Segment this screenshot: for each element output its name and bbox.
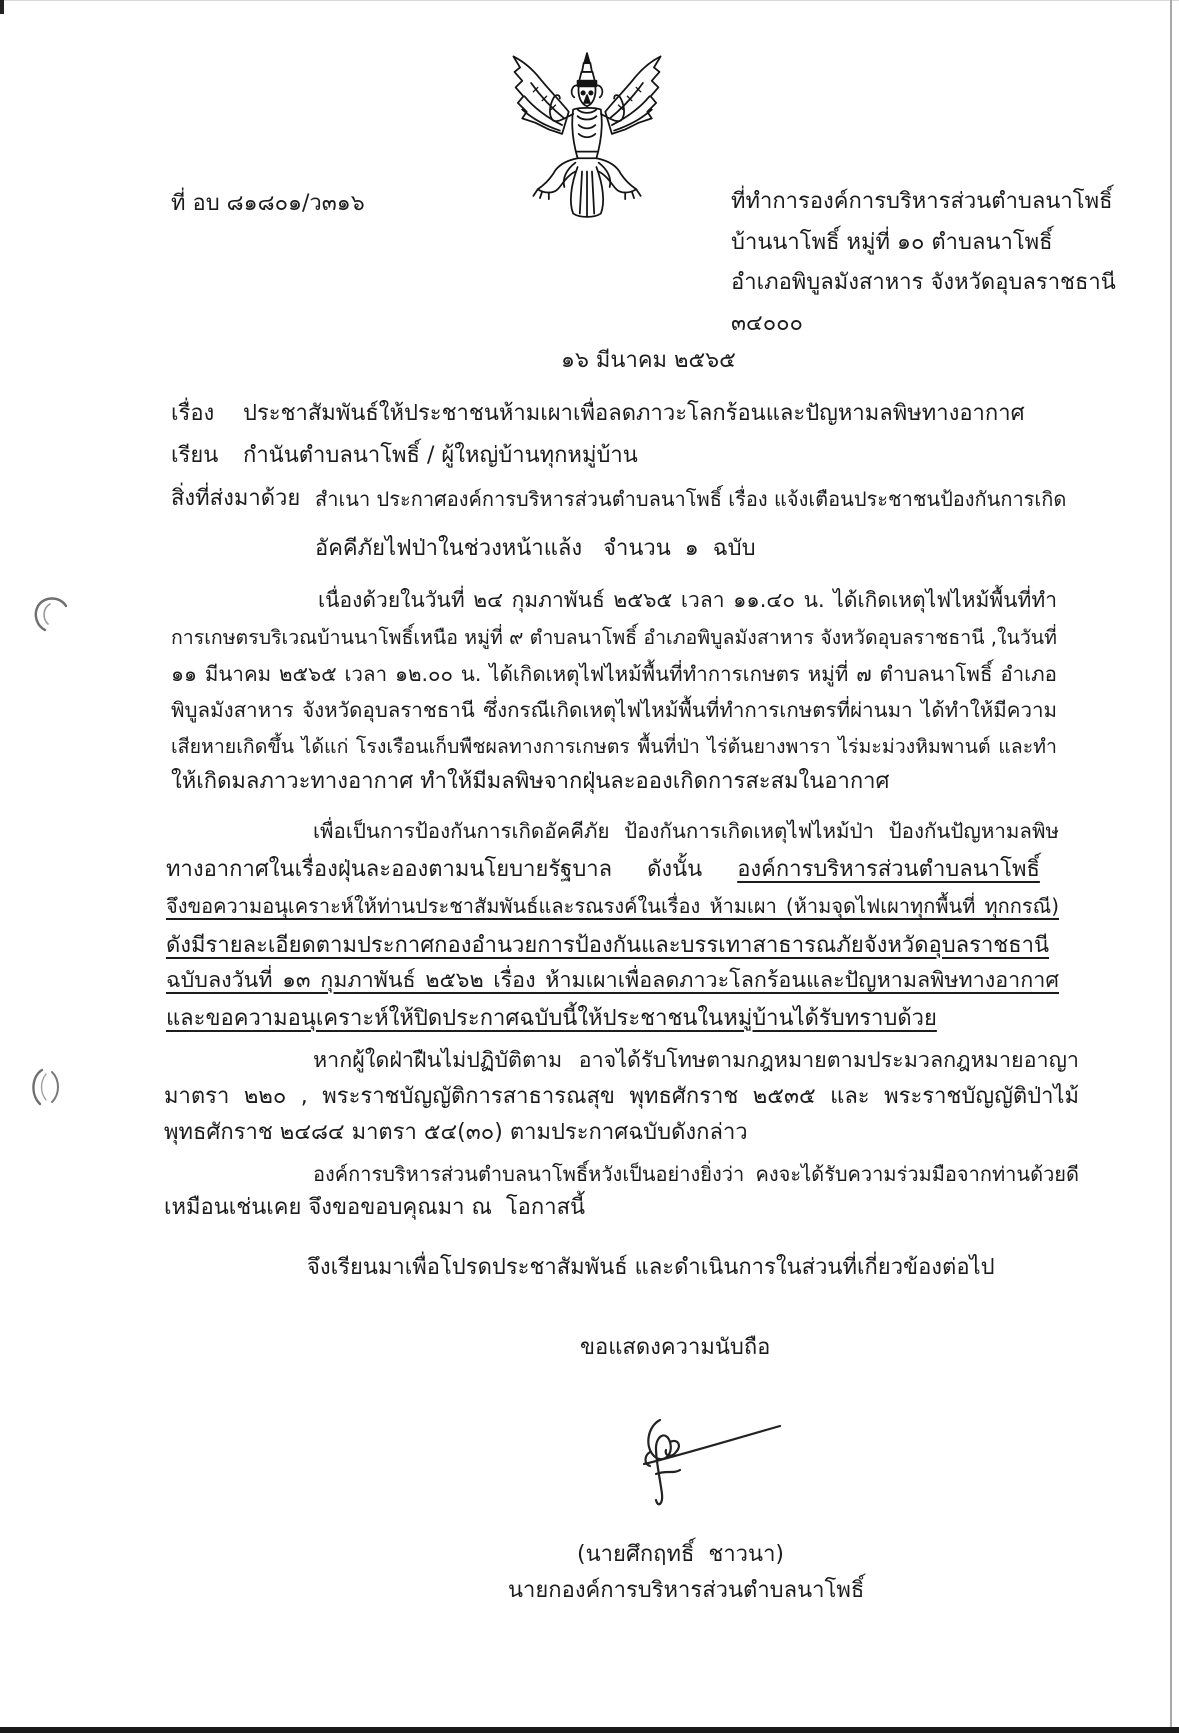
paragraph-3-line: หากผู้ใดฝ่าฝืนไม่ปฏิบัติตาม อาจได้รับโทษตามกฎหมายตามประมวลกฎหมายอาญา (313, 1048, 1079, 1073)
letter-date: ๑๖ มีนาคม ๒๕๖๕ (561, 348, 736, 373)
scan-edge-bottom (0, 1727, 1179, 1733)
subject-label: เรื่อง (171, 401, 215, 426)
paragraph-2-underlined-line: จึงขอความอนุเคราะห์ให้ท่านประชาสัมพันธ์และรณรงค์ในเรื่อง ห้ามเผา (ห้ามจุดไฟเผาทุกพื้นที่ ทุกกรณี) (166, 894, 1059, 918)
paragraph-2-underlined-text: องค์การบริหารส่วนตำบลนาโพธิ์ (737, 857, 1040, 882)
paragraph-2-underlined-line: และขอความอนุเคราะห์ให้ปิดประกาศฉบับนี้ให้ประชาชนในหมู่บ้านได้รับทราบด้วย (166, 1006, 937, 1031)
paragraph-1-line: พิบูลมังสาหาร จังหวัดอุบลราชธานี ซึ่งกรณีเกิดเหตุไฟไหม้พื้นที่ทำการเกษตรที่ผ่านมา ได้ทำให้มีความ (171, 698, 1057, 722)
punch-hole-mark (30, 592, 76, 638)
signer-name: (นายศึกฤทธิ์ ชาวนา) (577, 1542, 785, 1567)
complimentary-close: ขอแสดงความนับถือ (580, 1335, 771, 1360)
paragraph-1-line: การเกษตรบริเวณบ้านนาโพธิ์เหนือ หมู่ที่ ๙ ตำบลนาโพธิ์ อำเภอพิบูลมังสาหาร จังหวัดอุบลราชธานี ,ในวันที่ (171, 626, 1057, 649)
paragraph-1-line: เนื่องด้วยในวันที่ ๒๔ กุมภาพันธ์ ๒๕๖๕ เวลา ๑๑.๔๐ น. ได้เกิดเหตุไฟไหม้พื้นที่ทำ (318, 588, 1057, 612)
recipient-label: เรียน (171, 443, 219, 468)
office-postal-code: ๓๔๐๐๐ (731, 311, 803, 336)
paragraph-4-line: เหมือนเช่นเคย จึงขอขอบคุณมา ณ โอกาสนี้ (164, 1195, 586, 1220)
paragraph-2-line-text: ทางอากาศในเรื่องฝุ่นละอองตามนโยบายรัฐบาล ดังนั้น (166, 857, 738, 882)
garuda-emblem (511, 52, 663, 218)
punch-hole-mark (24, 1064, 70, 1110)
enclosure-label: สิ่งที่ส่งมาด้วย (171, 486, 301, 511)
scan-edge-top (0, 0, 1179, 1)
signer-title: นายกองค์การบริหารส่วนตำบลนาโพธิ์ (508, 1578, 865, 1603)
enclosure-line: สำเนา ประกาศองค์การบริหารส่วนตำบลนาโพธิ์ เรื่อง แจ้งเตือนประชาชนป้องกันการเกิด (315, 487, 1067, 511)
subject-text: ประชาสัมพันธ์ให้ประชาชนห้ามเผาเพื่อลดภาวะโลกร้อนและปัญหามลพิษทางอากาศ (243, 401, 1025, 426)
closing-request: จึงเรียนมาเพื่อโปรดประชาสัมพันธ์ และดำเนินการในส่วนที่เกี่ยวข้องต่อไป (307, 1255, 995, 1280)
office-address-line: บ้านนาโพธิ์ หมู่ที่ ๑๐ ตำบลนาโพธิ์ (731, 230, 1053, 255)
enclosure-line: อัคคีภัยไฟป่าในช่วงหน้าแล้ง จำนวน ๑ ฉบับ (315, 536, 756, 561)
reference-number: ที่ อบ ๘๑๘๐๑/ว๓๑๖ (171, 191, 365, 216)
paragraph-2-underlined-line: ดังมีรายละเอียดตามประกาศกองอำนวยการป้องกันและบรรเทาสาธารณภัยจังหวัดอุบลราชธานี (166, 933, 1050, 958)
paragraph-1-line: ๑๑ มีนาคม ๒๕๖๕ เวลา ๑๒.๐๐ น. ได้เกิดเหตุไฟไหม้พื้นที่ทำการเกษตร หมู่ที่ ๗ ตำบลนาโพธิ์ อำเภอ (171, 662, 1057, 686)
paragraph-3-line: มาตรา ๒๒๐ , พระราชบัญญัติการสาธารณสุข พุทธศักราช ๒๕๓๕ และ พระราชบัญญัติป่าไม้ (164, 1084, 1079, 1109)
handwritten-signature (630, 1412, 790, 1512)
office-address-line: ที่ทำการองค์การบริหารส่วนตำบลนาโพธิ์ (731, 189, 1113, 214)
paragraph-2-underlined-line: ฉบับลงวันที่ ๑๓ กุมภาพันธ์ ๒๕๖๒ เรื่อง ห้ามเผาเพื่อลดภาวะโลกร้อนและปัญหามลพิษทางอากาศ (166, 968, 1059, 993)
paragraph-4-line: องค์การบริหารส่วนตำบลนาโพธิ์หวังเป็นอย่างยิ่งว่า คงจะได้รับความร่วมมือจากท่านด้วยดี (313, 1162, 1079, 1186)
paragraph-1-line: ให้เกิดมลภาวะทางอากาศ ทำให้มีมลพิษจากฝุ่นละอองเกิดการสะสมในอากาศ (171, 769, 890, 794)
paragraph-1-line: เสียหายเกิดขึ้น ได้แก่ โรงเรือนเก็บพืชผลทางการเกษตร พื้นที่ป่า ไร่ต้นยางพารา ไร่มะม่วงหิมพานต์ และทำ (171, 735, 1057, 758)
recipient-text: กำนันตำบลนาโพธิ์ / ผู้ใหญ่บ้านทุกหมู่บ้าน (243, 443, 638, 468)
paragraph-3-line: พุทธศักราช ๒๔๘๔ มาตรา ๕๔(๓๐) ตามประกาศฉบับดังกล่าว (164, 1120, 748, 1145)
scan-edge-right (1170, 0, 1172, 1733)
office-address-line: อำเภอพิบูลมังสาหาร จังหวัดอุบลราชธานี (731, 270, 1116, 295)
paragraph-2-line (166, 852, 1061, 888)
paragraph-2-line: เพื่อเป็นการป้องกันการเกิดอัคคีภัย ป้องกันการเกิดเหตุไฟไหม้ป่า ป้องกันปัญหามลพิษ (313, 819, 1059, 843)
scan-edge-corner (0, 0, 4, 14)
